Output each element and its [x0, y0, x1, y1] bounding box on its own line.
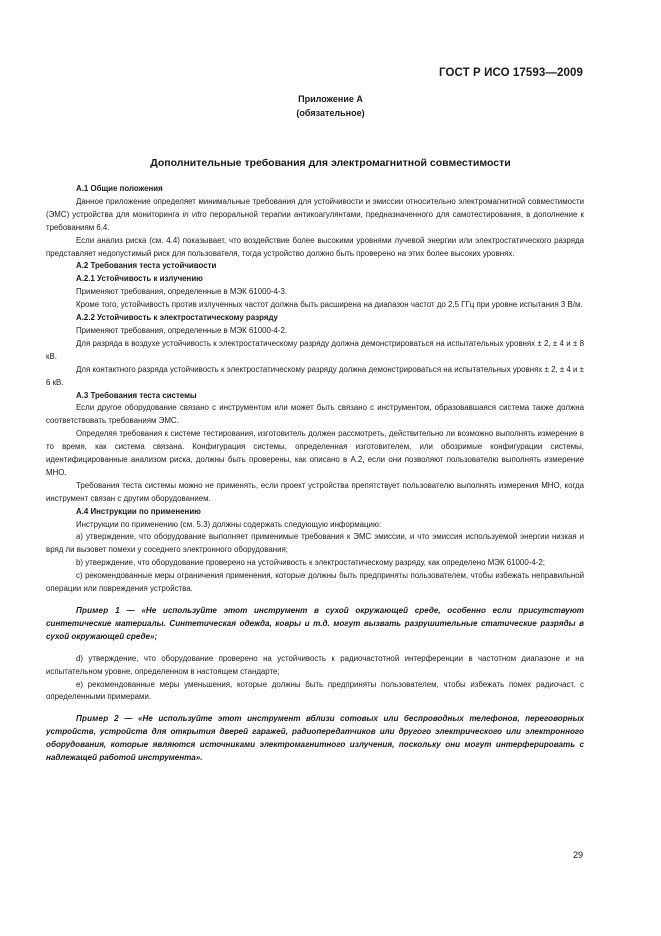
paragraph-a3-1: Если другое оборудование связано с инструментом или может быть связано с инструментом, образовавшаяся система также должна соответствовать требованиям ЭМС.: [46, 403, 584, 426]
paragraph-a3-2: Определяя требования к системе тестирования, изготовитель должен рассмотреть, действительно ли возможно выполнять измерение в то время, как система связана. Конфигурация системы, определенная изготовителем, или обозримые конфигурации системы, идентифицированные анализом риска, должны быть проверены, как описано в А.2, если они позволяют пользователю выполнять измерение МНО.: [46, 429, 584, 477]
annex-status: (обязательное): [296, 108, 365, 118]
section-heading-a22: А.2.2 Устойчивость к электростатическому разряду: [76, 313, 278, 323]
section-heading-a4: А.4 Инструкции по применению: [76, 506, 201, 516]
paragraph-a22-1: Применяют требования, определенные в МЭК 61000-4-2.: [76, 325, 288, 335]
paragraph-a21-1: Применяют требования, определенные в МЭК 61000-4-3.: [76, 287, 288, 297]
example-2-text: — «Не используйте этот инструмент вблизи сотовых или беспроводных телефонов, переговорных устройств, устройств для открытия дверей гаражей, радиопередатчиков или другого электрического или электронного оборудования, которые являются источниками электромагнитного излучения, поскольку они могут интерферировать с надлежащей работой инструмента».: [46, 714, 584, 763]
paragraph-a1-2: Если анализ риска (см. 4.4) показывает, что воздействие более высокими уровнями лучевой энергии или электростатического разряда представляет недопустимый риск для пользователя, тогда устройство должно быть проверено на этих более высоких уровнях.: [46, 235, 584, 258]
paragraph-a22-2: Для разряда в воздухе устойчивость к электростатическому разряду должна демонстрироваться на испытательных уровнях ± 2, ± 4 и ± 8 кВ.: [46, 338, 584, 361]
paragraph-a1-1: [46, 196, 584, 235]
example-1-label: Пример 1: [76, 606, 120, 615]
paragraph-a22-3: Для контактного разряда устойчивость к электростатическому разряду должна демонстрироваться на испытательных уровнях ± 2, ± 4 и ± 6 кВ.: [46, 364, 584, 387]
section-heading-a21: А.2.1 Устойчивость к излучению: [76, 274, 203, 284]
example-1: [46, 605, 584, 644]
document-body: [46, 183, 584, 774]
paragraph-a21-2: Кроме того, устойчивость против излученных частот должна быть расширена на диапазон частот до 2,5 ГГц при уровне испытания 3 В/м.: [76, 300, 583, 310]
section-heading-a2: А.2 Требования теста устойчивости: [76, 261, 217, 271]
paragraph-a1-1-start: Данное приложение определяет минимальные требования для устойчивости и эмиссии относительно электромагнитной совместимости (ЭМС) устройства для мониторинга: [46, 196, 584, 219]
list-item-e: e) рекомендованные меры уменьшения, которые должны быть предприняты пользователем, чтобы избежать помех радиочаст. с определенными примерами.: [46, 679, 584, 702]
section-heading-a1: А.1 Общие положения: [76, 184, 163, 193]
standard-header: ГОСТ Р ИСО 17593—2009: [438, 67, 583, 79]
example-2-label: Пример 2: [76, 714, 119, 724]
paragraph-a1-1-end: пероральной терапии антикоагулянтами, предназначенного для самотестирования, в дополнение к требованиям 6.4.: [46, 209, 584, 232]
paragraph-a4-1: Инструкции по применению (см. 5.3) должны содержать следующую информацию:: [76, 519, 382, 529]
list-item-b: b) утверждение, что оборудование проверено на устойчивость к электростатическому разряду, как определено МЭК 61000-4-2;: [76, 558, 545, 568]
main-title: Дополнительные требования для электромагнитной совместимости: [150, 157, 511, 169]
page-number: 29: [572, 850, 583, 860]
list-item-d: d) утверждение, что оборудование проверено на устойчивость к радиочастотной интерференции в частотном диапазоне и на испытательном уровне, определенном в настоящем стандарте;: [46, 653, 584, 676]
example-2: [46, 713, 584, 765]
list-item-c: c) рекомендованные меры ограничения применения, которые должны быть предприняты пользователем, чтобы избежать неправильной операции или повреждения устройства.: [46, 571, 584, 594]
annex-title: Приложение А: [298, 94, 363, 104]
example-1-text: — «Не используйте этот инструмент в сухой окружающей среде, особенно если присутствуют синтетические материалы. Синтетическая одежда, ковры и т.д. могут вызвать разрушительные статические разряды в сухой окружающей среде»;: [46, 606, 584, 641]
section-heading-a3: А.3 Требования теста системы: [76, 390, 197, 400]
paragraph-a3-3: Требования теста системы можно не применять, если проект устройства препятствует пользователю выполнять измерения МНО, когда инструмент связан с другим оборудованием.: [46, 480, 584, 503]
paragraph-a1-1-italic: in vitro: [182, 209, 207, 219]
list-item-a: a) утверждение, что оборудование выполняет применимые требования к ЭМС эмиссии, и что эмиссия используемой энергии низкая и вряд ли вызовет помехи у соседнего электронного оборудования;: [46, 532, 584, 555]
